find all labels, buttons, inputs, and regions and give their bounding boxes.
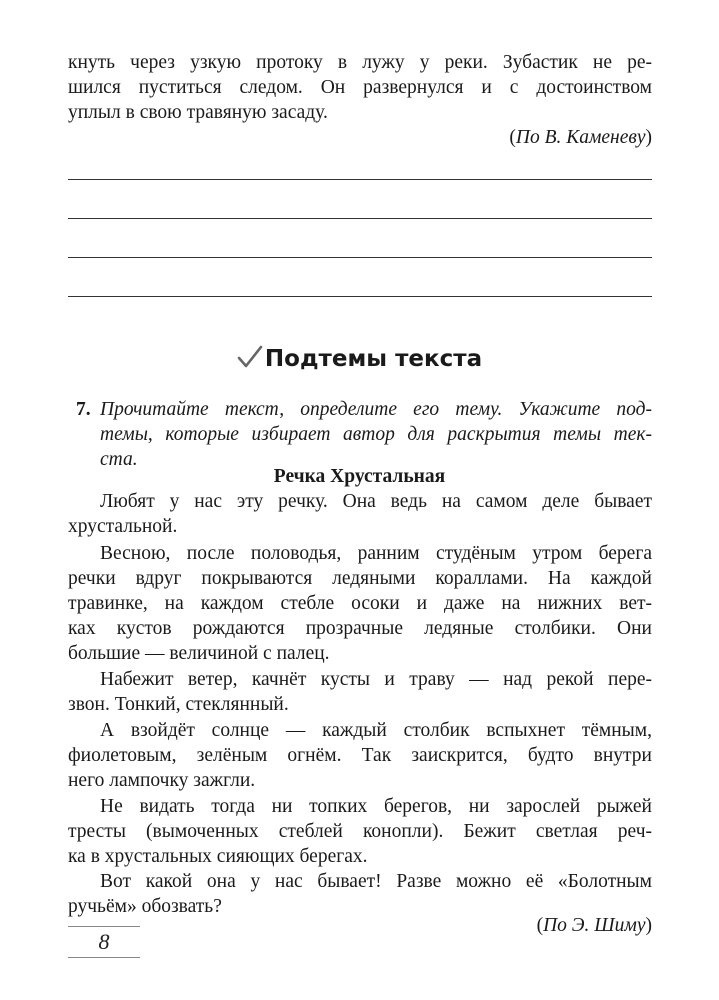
story-line: него лампочку зажгли. [68,770,256,791]
story-line: Набежит ветер, качнёт кусты и траву — над рекой пере- [100,669,652,690]
story-line: ках кустов рождаются прозрачные ледяные столбики. Они [68,618,652,639]
attribution-author: По Э. Шиму [543,915,646,936]
page-number-box [68,926,140,958]
answer-line[interactable] [68,179,652,180]
story-attribution [537,913,652,938]
attribution-close-paren: ) [645,127,652,148]
task-number: 7. [76,399,91,420]
story-line: травинке, на каждом стебле осоки и даже на нижних вет- [68,593,652,614]
task-instruction-line: темы, которые избирает автор для раскрытия темы тек- [100,424,652,445]
story-line: Не видать тогда ни топких берегов, ни зарослей рыжей [100,796,652,817]
prev-text-line: шился пуститься следом. Он развернулся и с достоинством [68,77,652,98]
answer-line[interactable] [68,296,652,297]
attribution-close-paren: ) [645,915,652,936]
section-title-text: Подтемы текста [264,346,483,372]
answer-line[interactable] [68,257,652,258]
task-instruction-line: Прочитайте текст, определите его тему. Укажите под- [100,399,652,420]
prev-text-attribution [509,125,652,150]
page-number: 8 [98,929,110,954]
answer-line[interactable] [68,218,652,219]
prev-text-line: уплыл в свою травяную засаду. [68,102,328,123]
story-title: Речка Хрустальная [273,466,446,487]
story-line: речки вдруг покрываются ледяными кораллами. На каждой [68,568,652,589]
story-line: Вот какой она у нас бывает! Разве можно её «Болотным [100,871,652,892]
attribution-author: По В. Каменеву [515,127,646,148]
attribution-open-paren: ( [536,915,544,936]
story-line: звон. Тонкий, стеклянный. [68,694,289,715]
story-line: Любят у нас эту речку. Она ведь на самом деле бывает [100,491,652,512]
story-line: А взойдёт солнце — каждый столбик вспыхнет тёмным, [100,720,652,741]
attribution-open-paren: ( [509,127,516,148]
story-line: большие — величиной с палец. [68,643,330,664]
story-line: Весною, после половодья, ранним студёным утром берега [100,543,652,564]
story-line: хрустальной. [68,516,178,537]
story-line: ручьём» обозвать? [68,896,222,917]
story-line: тресты (вымоченных стеблей конопли). Бежит светлая реч- [68,821,652,842]
checkmark-icon [237,344,263,370]
section-heading [0,344,719,374]
prev-text-line: кнуть через узкую протоку в лужу у реки. Зубастик не ре- [68,52,652,73]
task-instruction-line: ста. [100,449,138,470]
story-line: фиолетовым, зелёным огнём. Так заискрится, будто внутри [68,745,652,766]
story-line: ка в хрустальных сияющих берегах. [68,846,368,867]
